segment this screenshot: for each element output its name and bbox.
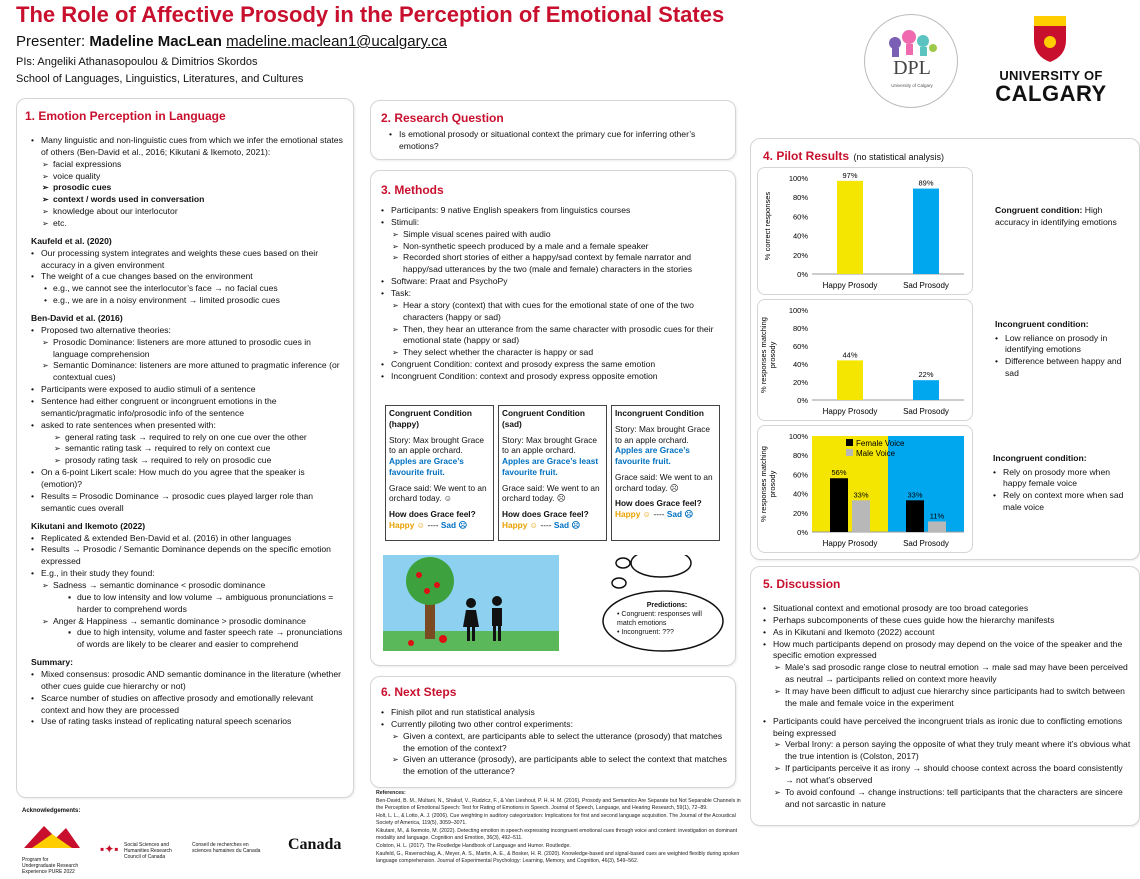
prediction-incongruent: • Incongruent: ???	[617, 629, 674, 637]
bar-male-voice	[852, 500, 870, 532]
uofc-line2: CALGARY	[995, 81, 1107, 106]
condition-utterance: Grace said: We went to an orchard today. ☹	[615, 471, 713, 493]
list-item: • Sentence had either congruent or incongruent emotions in the semantic/pragmatic info/prosodic info of the sentence	[31, 396, 343, 420]
condition-box	[498, 405, 607, 541]
list-item: • Results = Prosodic Dominance → prosodic cues played larger role than semantic cues overall	[31, 491, 343, 515]
data-label: 22%	[918, 370, 934, 380]
y-tick-label: 100%	[788, 306, 808, 315]
bar	[837, 360, 863, 400]
data-label: 97%	[842, 170, 858, 180]
list-item: • e.g., we are in a noisy environment → limited prosodic cues	[31, 295, 343, 307]
list-item: • Replicated & extended Ben-David et al. (2016) in other languages	[31, 533, 343, 545]
reference-item: Holt, L. L., & Lotto, A. J. (2006). Cue weighting in auditory categorization: Implications for first and second language acquisition. The Journal of the Acoustical Society of America, 119(5), 3059–3071.	[376, 813, 736, 827]
data-label: 33%	[853, 490, 869, 500]
pure-mountain-icon	[22, 820, 82, 850]
list-item: • Is emotional prosody or situational context the primary cue for inferring other’s emotions?	[389, 129, 725, 153]
list-item: • E.g., in their study they found:	[31, 568, 343, 580]
presenter-label: Presenter:	[16, 33, 86, 50]
list-item: ➢ facial expressions	[31, 159, 343, 171]
note-item: • Rely on context more when sad male voice	[993, 490, 1133, 514]
condition-question: How does Grace feel?	[615, 498, 702, 509]
section-pilot-results	[750, 138, 1140, 560]
condition-cue: Apples are Grace’s least favourite fruit.	[502, 456, 599, 477]
y-tick-label: 0%	[797, 396, 808, 405]
references	[376, 790, 746, 866]
list-item: • The weight of a cue changes based on the environment	[31, 271, 343, 283]
data-label: 11%	[929, 511, 945, 521]
x-tick-label: Happy Prosody	[822, 539, 878, 548]
list-item: • Results → Prosodic / Semantic Dominance depends on the specific emotion expressed	[31, 544, 343, 568]
y-tick-label: 40%	[792, 489, 808, 499]
list-item: • Software: Praat and PsychoPy	[381, 276, 727, 288]
predictions-title: Predictions:	[646, 602, 688, 609]
data-label: 33%	[907, 490, 923, 500]
list-item: • asked to rate sentences when presented with:	[31, 420, 343, 432]
list-item: • Participants could have perceived the incongruent trials as ironic due to conflicting emotions being expressed	[763, 716, 1133, 740]
dpl-logo-text: DPL	[893, 57, 931, 79]
legend-swatch	[846, 439, 853, 446]
y-tick-label: 0%	[797, 270, 808, 279]
chart-congruent-box	[757, 167, 973, 295]
prediction-congruent: • Congruent: responses will match emotions	[617, 611, 702, 628]
condition-box	[611, 405, 720, 541]
note-incongruent: Incongruent condition: • Low reliance on prosody in identifying emotions • Difference between happy and sad	[995, 319, 1133, 380]
pis-line: PIs: Angeliki Athanasopoulou & Dimitrios Skordos	[16, 56, 258, 68]
list-item: • e.g., we cannot see the interlocutor’s face → no facial cues	[31, 283, 343, 295]
section-6-heading: 6. Next Steps	[381, 685, 457, 699]
list-item: ➢ Verbal Irony: a person saying the opposite of what they truly meant where it’s obvious what the true intention is (Colston, 2017)	[763, 739, 1133, 763]
dpl-logo-sub: University of Calgary	[891, 83, 933, 88]
condition-utterance: Grace said: We went to an orchard today. ☺	[389, 482, 487, 504]
presenter-name: Madeline MacLean	[89, 33, 222, 50]
list-item: • Scarce number of studies on affective prosody and emotionally relevant context and how they are processed	[31, 693, 343, 717]
presenter-line	[16, 33, 447, 50]
list-item: ➢ knowledge about our interlocutor	[31, 206, 343, 218]
condition-story: Story: Max brought Grace to an apple orchard.	[615, 423, 710, 445]
y-tick-label: 20%	[792, 250, 808, 260]
legend-label: Male Voice	[856, 449, 896, 458]
condition-answers: Happy ☺ ---- Sad ☹	[502, 520, 580, 531]
section-emotion-perception	[16, 98, 354, 798]
list-item: • Finish pilot and run statistical analysis	[381, 707, 727, 719]
canada-flag-icon: ▪✦▪	[100, 842, 119, 856]
section-4-note: (no statistical analysis)	[853, 152, 945, 162]
list-item: ➢ Hear a story (context) that with cues for the emotional state of one of the two characters (happy or sad)	[381, 300, 727, 324]
condition-answers: Happy ☺ ---- Sad ☹	[615, 509, 693, 520]
list-item: ➢ Prosodic Dominance: listeners are more attuned to prosodic cues in language comprehension	[31, 337, 343, 361]
canada-wordmark: Canada	[288, 836, 342, 853]
list-item: • Mixed consensus: prosodic AND semantic dominance in the literature (whether other cues guide cue hierarchy or not)	[31, 669, 343, 693]
orchard-illustration	[383, 555, 559, 651]
list-item: • Proposed two alternative theories:	[31, 325, 343, 337]
subheading: Kaufeld et al. (2020)	[31, 235, 112, 246]
list-item: • Stimuli:	[381, 217, 727, 229]
note-congruent: Congruent condition: High accuracy in identifying emotions	[995, 205, 1117, 227]
y-axis-label-line: % responses matching	[759, 446, 768, 522]
list-item: ▪ due to low intensity and low volume → ambiguous pronunciations = harder to comprehend words	[31, 592, 343, 616]
list-item: ➢ If participants perceive it as irony → should choose context across the board consistently → not what’s observed	[763, 763, 1133, 787]
list-item: ➢ Non-synthetic speech produced by a male and a female speaker	[381, 241, 727, 253]
condition-question: How does Grace feel?	[389, 509, 476, 520]
bar	[913, 189, 939, 274]
section-1-list	[31, 135, 343, 728]
list-item: ➢ Anger & Happiness → semantic dominance > prosodic dominance	[31, 616, 343, 628]
section-1-heading: 1. Emotion Perception in Language	[25, 109, 226, 123]
uofc-logo	[992, 14, 1110, 106]
x-tick-label: Happy Prosody	[822, 281, 878, 290]
section-6-list	[381, 707, 727, 778]
sshrc-en: Social Sciences and Humanities Research Council of Canada	[124, 842, 172, 860]
y-axis-label-line: % responses matching	[759, 317, 768, 393]
orchard-scene-icon	[383, 555, 559, 651]
note-item: • Rely on prosody more when happy female voice	[993, 467, 1133, 491]
y-axis-label-line: prosody	[768, 470, 777, 498]
section-research-question	[370, 100, 736, 160]
section-5-list	[763, 603, 1133, 811]
reference-item: Kikutani, M., & Ikemoto, M. (2022). Detecting emotion in speech expressing incongruent emotional cues through voice and content: investigation on dominant modality and language. Cognition and Emotion, 36(3), 492–511.	[376, 828, 738, 842]
subheading: Kikutani and Ikemoto (2022)	[31, 520, 146, 531]
y-axis-label	[759, 446, 777, 522]
section-3-heading: 3. Methods	[381, 183, 444, 197]
list-item: • Participants: 9 native English speakers from linguistics courses	[381, 205, 727, 217]
list-item: ➢ Recorded short stories of either a happy/sad context by female narrator and happy/sad utterances by the two (male and female) characters in the stories	[381, 252, 727, 276]
bar	[837, 181, 863, 274]
section-next-steps	[370, 676, 736, 788]
condition-cue: Apples are Grace’s favourite fruit.	[389, 456, 464, 477]
list-item: ➢ It may have been difficult to adjust cue hierarchy since participants had to switch between the male and female voice in the experiment	[763, 686, 1133, 710]
list-item: • Use of rating tasks instead of replicating natural speech scenarios	[31, 716, 343, 728]
condition-title: Congruent Condition (sad)	[502, 408, 585, 429]
y-tick-label: 0%	[797, 528, 808, 537]
list-item: • Incongruent Condition: context and prosody express opposite emotion	[381, 371, 727, 383]
pure-text: Program for Undergraduate Research Experience PURE 2022	[22, 857, 79, 875]
chart-incongruent	[758, 300, 974, 422]
list-item: ➢ prosodic cues	[31, 182, 343, 194]
condition-question: How does Grace feel?	[502, 509, 589, 520]
chart-voice-box	[757, 425, 973, 553]
list-item: ➢ etc.	[31, 218, 343, 230]
list-item: ➢ semantic rating task → required to rely on context cue	[31, 443, 343, 455]
chart-background-band	[888, 436, 964, 532]
x-tick-label: Sad Prosody	[903, 539, 949, 548]
y-tick-label: 40%	[792, 360, 808, 369]
y-tick-label: 80%	[792, 193, 808, 203]
x-tick-label: Sad Prosody	[903, 407, 949, 416]
reference-item: Ben-David, B. M., Multani, N., Shakuf, V., Rudzicz, F., & Van Lieshout, P. H. H. M. (2016). Prosody and Semantics Are Separate but Not Separable Channels in the Perception of Emotional Speech: Test for Rating of Emotions in Speech. Journal of Speech, Language, and Hearing Research, 59(1), 72–89.	[376, 798, 741, 812]
list-item: ➢ To avoid confound → change instructions: tell participants that the characters are sincere and not sarcastic in nature	[763, 787, 1133, 811]
list-item: ➢ Sadness → semantic dominance < prosodic dominance	[31, 580, 343, 592]
list-item: • How much participants depend on prosody may depend on the voice of the speaker and the specific emotion expressed	[763, 639, 1133, 663]
list-item: ➢ Semantic Dominance: listeners are more attuned to pragmatic inference (or contextual cues)	[31, 360, 343, 384]
list-item: • Participants were exposed to audio stimuli of a sentence	[31, 384, 343, 396]
condition-utterance: Grace said: We went to an orchard today. ☹	[502, 482, 600, 504]
predictions-box	[617, 601, 717, 637]
dpl-logo	[864, 14, 958, 108]
acknowledgements-heading: Acknowledgements:	[22, 808, 81, 814]
list-item: ➢ Male’s sad prosodic range close to neutral emotion → male sad may have been perceived as neutral → participants relied on context more heavily	[763, 662, 1133, 686]
list-item: • Congruent Condition: context and prosody express the same emotion	[381, 359, 727, 371]
y-tick-label: 100%	[788, 432, 808, 441]
condition-title: Incongruent Condition	[615, 408, 704, 418]
sshrc-fr: Conseil de recherches en sciences humaines du Canada	[192, 842, 261, 854]
list-item: ➢ Simple visual scenes paired with audio	[381, 229, 727, 241]
condition-box	[385, 405, 494, 541]
y-tick-label: 80%	[792, 451, 808, 461]
subheading: Ben-David et al. (2016)	[31, 313, 123, 324]
bar-male-voice	[928, 521, 946, 532]
reference-item: Kaufeld, G., Ravenschlag, A., Meyer, A. S., Martin, A. E., & Bosker, H. R. (2020). Knowledge-based and signal-based cues are weighted flexibly during spoken language comprehension. Journal of Experimental Psychology: Learning, Memory, and Cognition, 46(3), 549–562.	[376, 851, 740, 865]
chart-incongruent-box	[757, 299, 973, 421]
y-tick-label: 20%	[792, 508, 808, 518]
y-tick-label: 80%	[792, 324, 808, 333]
y-tick-label: 100%	[788, 174, 808, 183]
list-item: ➢ voice quality	[31, 171, 343, 183]
condition-answers: Happy ☺ ---- Sad ☹	[389, 520, 467, 531]
x-tick-label: Happy Prosody	[822, 407, 878, 416]
list-item: • Our processing system integrates and weights these cues based on their accuracy in a given environment	[31, 248, 343, 272]
uofc-line1: UNIVERSITY OF	[999, 68, 1103, 83]
y-tick-label: 60%	[792, 212, 808, 222]
y-tick-label: 60%	[792, 470, 808, 480]
data-label: 89%	[918, 178, 934, 188]
list-item: ➢ context / words used in conversation	[31, 194, 343, 206]
condition-story: Story: Max brought Grace to an apple orchard.	[502, 434, 597, 456]
bar-female-voice	[830, 478, 848, 532]
condition-cue: Apples are Grace’s favourite fruit.	[615, 445, 690, 467]
uofc-crest-icon	[1030, 14, 1070, 64]
y-tick-label: 20%	[792, 378, 808, 387]
subheading: Summary:	[31, 657, 74, 668]
x-tick-label: Sad Prosody	[903, 281, 949, 290]
legend-swatch	[846, 449, 853, 456]
section-discussion	[750, 566, 1140, 826]
list-item: • On a 6-point Likert scale: How much do you agree that the speaker is (emotion)?	[31, 467, 343, 491]
chart-congruent	[758, 168, 974, 296]
list-item: ➢ They select whether the character is happy or sad	[381, 347, 727, 359]
list-item: • Currently piloting two other control experiments:	[381, 719, 727, 731]
list-item: ➢ general rating task → required to rely on one cue over the other	[31, 432, 343, 444]
section-5-heading: 5. Discussion	[763, 577, 841, 591]
list-item: • Task:	[381, 288, 727, 300]
reference-item: Colston, H. L. (2017). The Routledge Handbook of Language and Humor. Routledge.	[376, 843, 571, 850]
data-label: 44%	[842, 350, 858, 360]
data-label: 56%	[831, 468, 847, 478]
note-item: • Low reliance on prosody in identifying emotions	[995, 333, 1133, 357]
presenter-email-link[interactable]: madeline.maclean1@ucalgary.ca	[226, 33, 447, 50]
list-item: ➢ Given a context, are participants able to select the utterance (prosody) that matches the emotion of the context?	[381, 731, 727, 755]
y-tick-label: 60%	[792, 342, 808, 351]
note-item: • Difference between happy and sad	[995, 356, 1133, 380]
chart-voice	[758, 426, 974, 554]
list-item: ▪ due to high intensity, volume and faster speech rate → pronunciations of words are likely to be clearer and easier to comprehend	[31, 627, 343, 651]
pure-logo	[22, 820, 82, 874]
section-4-heading: 4. Pilot Results (no statistical analysis)	[763, 149, 945, 163]
section-2-heading: 2. Research Question	[381, 111, 504, 125]
school-line: School of Languages, Linguistics, Literatures, and Cultures	[16, 73, 304, 85]
list-item: ➢ prosody rating task → required to rely on prosodic cue	[31, 455, 343, 467]
y-tick-label: 40%	[792, 231, 808, 241]
list-item: • Perhaps subcomponents of these cues guide how the hierarchy manifests	[763, 615, 1133, 627]
list-item: • Many linguistic and non-linguistic cues from which we infer the emotional states of others (Ben-David et al., 2016; Kikutani & Ikemoto, 2021):	[31, 135, 343, 159]
list-item: • Situational context and emotional prosody are too broad categories	[763, 603, 1133, 615]
bar-female-voice	[906, 500, 924, 532]
y-axis-label	[759, 317, 777, 393]
list-item: ➢ Then, they hear an utterance from the same character with prosodic cues for their emotional state (happy or sad)	[381, 324, 727, 348]
section-methods	[370, 170, 736, 666]
bar	[913, 380, 939, 400]
list-item: ➢ Given an utterance (prosody), are participants able to select the context that matches the emotion of the utterance?	[381, 754, 727, 778]
y-axis-label: % correct responses	[763, 191, 772, 261]
poster-title: The Role of Affective Prosody in the Perception of Emotional States	[16, 2, 725, 27]
references-heading: References:	[376, 790, 406, 796]
note-voice: Incongruent condition: • Rely on prosody more when happy female voice • Rely on context more when sad male voice	[993, 453, 1133, 514]
y-axis-label-line: prosody	[768, 341, 777, 369]
condition-title: Congruent Condition (happy)	[389, 408, 472, 429]
section-3-list	[381, 205, 727, 383]
legend-label: Female Voice	[856, 439, 905, 448]
condition-story: Story: Max brought Grace to an apple orchard.	[389, 434, 484, 456]
list-item: • As in Kikutani and Ikemoto (2022) account	[763, 627, 1133, 639]
section-2-list	[389, 129, 725, 153]
